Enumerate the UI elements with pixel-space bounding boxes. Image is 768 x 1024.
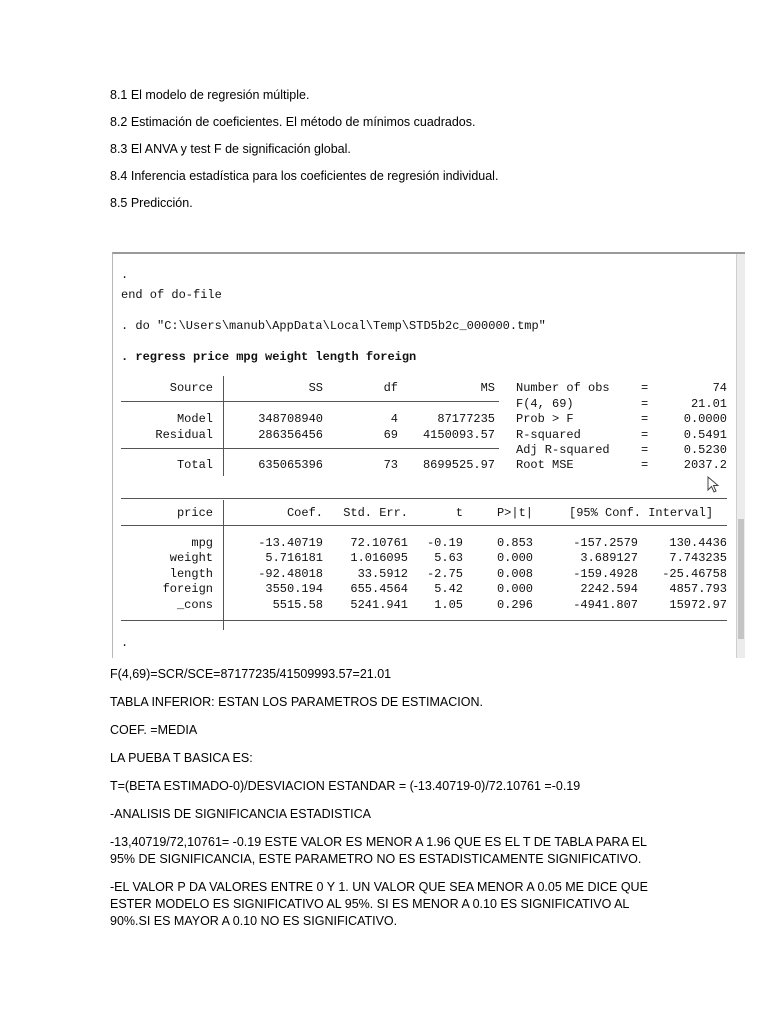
coef-value: 3550.194 [265, 582, 323, 596]
coef-ci-low: -159.4928 [573, 567, 638, 581]
anova-source-model: Model [176, 412, 213, 426]
stat-eq: = [641, 381, 649, 395]
coef-p: 0.000 [496, 582, 533, 596]
coef-ci-high: 15972.97 [669, 598, 727, 612]
coef-p: 0.008 [496, 567, 533, 581]
coef-ci-high: 4857.793 [669, 582, 727, 596]
coef-se: 5241.941 [350, 598, 408, 612]
section-list [110, 88, 710, 223]
coef-ci-low: -4941.807 [573, 598, 638, 612]
coef-p: 0.853 [496, 536, 533, 550]
stat-label-f: F(4, 69) [516, 397, 574, 411]
coef-se: 33.5912 [357, 567, 408, 581]
coef-header-ci: [95% Conf. Interval] [569, 506, 714, 520]
stat-label-probf: Prob > F [516, 412, 574, 426]
anova-total-rule [121, 448, 499, 449]
anova-ms-residual: 4150093.57 [422, 428, 495, 442]
stat-label-rmse: Root MSE [516, 458, 574, 472]
coef-header-p: P>|t| [496, 506, 533, 520]
do-command-line: . do "C:\Users\manub\AppData\Local\Temp\STD5b2c_000000.tmp" [121, 319, 546, 333]
coef-p: 0.000 [496, 551, 533, 565]
stat-eq: = [641, 443, 649, 457]
coef-var: _cons [176, 598, 213, 612]
note-paragraph: LA PUEBA T BASICA ES: [110, 751, 253, 765]
section-item: 8.4 Inferencia estadística para los coeficientes de regresión individual. [110, 169, 499, 183]
coef-se: 72.10761 [350, 536, 408, 550]
anova-ss-total: 635065396 [258, 458, 323, 472]
anova-df-model: 4 [390, 412, 398, 426]
stat-eq: = [641, 428, 649, 442]
note-paragraph: TABLA INFERIOR: ESTAN LOS PARAMETROS DE ESTIMACION. [110, 695, 483, 709]
coef-t: -2.75 [426, 567, 463, 581]
prompt-dot: . [121, 268, 129, 282]
stata-output-screenshot [112, 252, 745, 658]
anova-source-residual: Residual [155, 428, 213, 442]
note-paragraph: -EL VALOR P DA VALORES ENTRE 0 Y 1. UN VALOR QUE SEA MENOR A 0.05 ME DICE QUE ESTER MODELO ES SIGNIFICATIVO AL 95%. SI ES MENOR A 0.10 ES SIGNIFICATIVO AL 90%.SI ES MAYOR A 0.10 NO ES SIGNIFICATIVO. [110, 880, 648, 928]
anova-header-ms: MS [480, 381, 495, 395]
notes-section [110, 666, 670, 941]
end-do-file-line: end of do-file [121, 288, 222, 302]
anova-source-total: Total [176, 458, 213, 472]
coef-header-t: t [455, 506, 463, 520]
stat-value-nobs: 74 [712, 381, 727, 395]
anova-df-total: 73 [383, 458, 398, 472]
coef-header-coef: Coef. [286, 506, 323, 520]
note-paragraph: -ANALISIS DE SIGNIFICANCIA ESTADISTICA [110, 807, 371, 821]
stat-value-probf: 0.0000 [683, 412, 727, 426]
coef-value: -92.48018 [258, 567, 323, 581]
coef-var: weight [169, 551, 213, 565]
regress-command-line: . regress price mpg weight length foreign [121, 350, 417, 364]
section-item: 8.3 El ANVA y test F de significación global. [110, 142, 351, 156]
coef-header-var: price [176, 506, 213, 520]
coef-var: foreign [162, 582, 213, 596]
coef-header-rule [121, 525, 727, 526]
stat-label-r2: R-squared [516, 428, 581, 442]
vertical-scrollbar[interactable] [736, 254, 745, 658]
coef-t: 5.42 [434, 582, 463, 596]
stat-eq: = [641, 458, 649, 472]
anova-header-source: Source [169, 381, 213, 395]
coef-value: 5.716181 [265, 551, 323, 565]
trailing-prompt: . [121, 636, 129, 650]
stat-eq: = [641, 397, 649, 411]
coef-t: 1.05 [434, 598, 463, 612]
anova-rule [121, 401, 499, 402]
note-paragraph: -13,40719/72,10761= -0.19 ESTE VALOR ES MENOR A 1.96 QUE ES EL T DE TABLA PARA EL 95% DE SIGNIFICANCIA, ESTE PARAMETRO NO ES ESTADISTICAMENTE SIGNIFICATIVO. [110, 835, 647, 866]
coef-p: 0.296 [496, 598, 533, 612]
section-item: 8.2 Estimación de coeficientes. El método de mínimos cuadrados. [110, 115, 476, 129]
coef-bottom-rule [121, 620, 727, 621]
coef-ci-low: 3.689127 [580, 551, 638, 565]
anova-ss-residual: 286356456 [258, 428, 323, 442]
anova-ss-model: 348708940 [258, 412, 323, 426]
stat-value-adjr2: 0.5230 [683, 443, 727, 457]
section-item: 8.5 Predicción. [110, 196, 193, 210]
coef-var: mpg [191, 536, 213, 550]
coef-ci-high: 7.743235 [669, 551, 727, 565]
coef-ci-high: 130.4436 [669, 536, 727, 550]
coef-header-se: Std. Err. [343, 506, 408, 520]
coef-t: 5.63 [434, 551, 463, 565]
coef-var: length [169, 567, 213, 581]
anova-ms-total: 8699525.97 [422, 458, 495, 472]
scrollbar-thumb[interactable] [738, 519, 744, 639]
coef-ci-low: 2242.594 [580, 582, 638, 596]
coef-value: 5515.58 [272, 598, 323, 612]
anova-ms-model: 87177235 [437, 412, 495, 426]
section-item: 8.1 El modelo de regresión múltiple. [110, 88, 310, 102]
stat-label-nobs: Number of obs [516, 381, 610, 395]
coef-se: 655.4564 [350, 582, 408, 596]
anova-vertical-rule [223, 376, 224, 476]
stat-value-rmse: 2037.2 [683, 458, 727, 472]
note-paragraph: COEF. =MEDIA [110, 723, 198, 737]
stat-eq: = [641, 412, 649, 426]
coef-vertical-rule [223, 500, 224, 630]
coef-value: -13.40719 [258, 536, 323, 550]
stat-value-f: 21.01 [690, 397, 727, 411]
note-paragraph: T=(BETA ESTIMADO-0)/DESVIACION ESTANDAR = (-13.40719-0)/72.10761 =-0.19 [110, 779, 581, 793]
note-paragraph: F(4,69)=SCR/SCE=87177235/41509993.57=21.01 [110, 667, 392, 681]
coef-se: 1.016095 [350, 551, 408, 565]
coef-top-rule [121, 498, 727, 499]
coef-ci-low: -157.2579 [573, 536, 638, 550]
stat-label-adjr2: Adj R-squared [516, 443, 610, 457]
anova-df-residual: 69 [383, 428, 398, 442]
mouse-cursor-icon [707, 476, 721, 494]
stat-value-r2: 0.5491 [683, 428, 727, 442]
anova-header-df: df [383, 381, 398, 395]
coef-ci-high: -25.46758 [662, 567, 727, 581]
anova-header-ss: SS [308, 381, 323, 395]
coef-t: -0.19 [426, 536, 463, 550]
